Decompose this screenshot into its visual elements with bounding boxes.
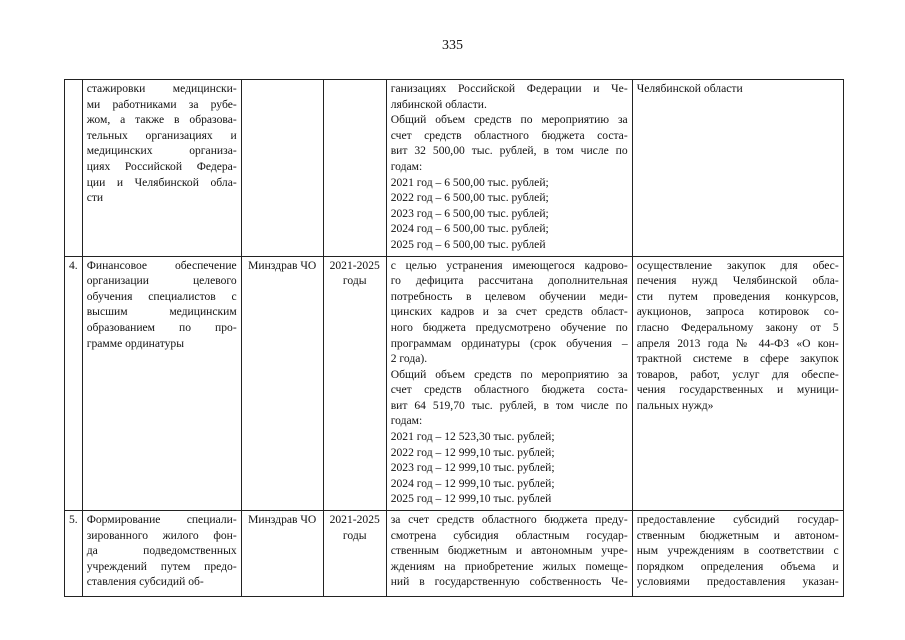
measure-description-line: с целью устранения имеющегося кадрово- bbox=[390, 258, 628, 272]
measure-description-line: ного бюджета предусмотрено обучение по bbox=[390, 320, 628, 334]
expected-result-line: порядком определения объема и bbox=[636, 559, 839, 573]
expected-result-line: осуществление закупок для обес- bbox=[636, 258, 839, 272]
expected-result bbox=[632, 256, 843, 511]
measure-description-line: цинских кадров и за счет средств област- bbox=[390, 305, 628, 319]
expected-result-line: пальных нужд» bbox=[636, 398, 714, 412]
measure-description-line: 2024 год – 12 999,10 тыс. рублей; bbox=[390, 476, 555, 490]
measure-name bbox=[82, 80, 241, 257]
measure-description-line: 2023 год – 6 500,00 тыс. рублей; bbox=[390, 206, 549, 220]
measure-name-line: зированного жилого фон- bbox=[86, 528, 237, 542]
measure-name-line: Формирование специали- bbox=[86, 513, 237, 527]
measure-description-line: смотрена субсидия областным государ- bbox=[390, 528, 628, 542]
program-measures-table bbox=[64, 79, 844, 597]
page-number: 335 bbox=[442, 38, 463, 53]
measure-name-line: ставления субсидий об- bbox=[86, 575, 204, 589]
measure-description-line: 2022 год – 12 999,10 тыс. рублей; bbox=[390, 445, 555, 459]
measure-description bbox=[386, 256, 632, 511]
measure-description-line: Общий объем средств по мероприятию за bbox=[390, 113, 628, 127]
measure-name-line: стажировки медицински- bbox=[86, 82, 237, 95]
responsible-executor: Минздрав ЧО bbox=[241, 511, 323, 597]
measure-description-line: 2 года). bbox=[390, 352, 428, 366]
row-number bbox=[65, 80, 83, 257]
measure-description-line: счет средств областного бюджета соста- bbox=[390, 383, 628, 397]
measure-description-line: го дефицита рассчитана дополнительная bbox=[390, 274, 628, 288]
measure-description-line: ганизациях Российской Федерации и Че- bbox=[390, 82, 628, 95]
table-row bbox=[65, 80, 844, 257]
row-number: 4. bbox=[65, 256, 83, 511]
measure-description bbox=[386, 511, 632, 597]
expected-result-line: аукционов, запроса котировок со- bbox=[636, 305, 839, 319]
measure-description-line: 2023 год – 12 999,10 тыс. рублей; bbox=[390, 461, 555, 475]
expected-result-line: товаров, работ, услуг для обеспе- bbox=[636, 367, 839, 381]
measure-name-line: Финансовое обеспечение bbox=[86, 258, 237, 272]
measure-name-line: организации целевого bbox=[86, 274, 237, 288]
measure-name-line: да подведомственных bbox=[86, 544, 237, 558]
measure-description-line: 2025 год – 6 500,00 тыс. рублей bbox=[390, 237, 546, 251]
expected-result-line: предоставление субсидий государ- bbox=[636, 513, 839, 527]
measure-description-line: ждениям на приобретение жилых помеще- bbox=[390, 559, 628, 573]
implementation-period: 2021-2025 годы bbox=[323, 256, 386, 511]
expected-result-line: Челябинской области bbox=[636, 82, 743, 95]
expected-result-line: чения государственных и муници- bbox=[636, 383, 839, 397]
measure-description-line: за счет средств областного бюджета преду- bbox=[390, 513, 628, 527]
implementation-period bbox=[323, 80, 386, 257]
measure-description-line: годам: bbox=[390, 159, 423, 173]
measure-name-line: тельных организациях и bbox=[86, 128, 237, 142]
measure-name-line: циях Российской Федера- bbox=[86, 159, 237, 173]
measure-name-line: грамме ординатуры bbox=[86, 336, 185, 350]
measure-description-line: ственным бюджетным и автономным учре- bbox=[390, 544, 628, 558]
measure-description-line: потребность в целевом обучении меди- bbox=[390, 289, 628, 303]
table-row bbox=[65, 511, 844, 597]
expected-result bbox=[632, 511, 843, 597]
row-number: 5. bbox=[65, 511, 83, 597]
measure-description-line: годам: bbox=[390, 414, 423, 428]
expected-result-line: трактной системе в сфере закупок bbox=[636, 352, 839, 366]
expected-result-line: ным учреждениям в соответствии с bbox=[636, 544, 839, 558]
measure-description-line: Общий объем средств по мероприятию за bbox=[390, 367, 628, 381]
measure-name-line: ции и Челябинской обла- bbox=[86, 175, 237, 189]
measure-name-line: медицинских организа- bbox=[86, 144, 237, 158]
expected-result-line: сти путем проведения конкурсов, bbox=[636, 289, 839, 303]
measure-name-line: сти bbox=[86, 191, 104, 205]
measure-name bbox=[82, 511, 241, 597]
table-row bbox=[65, 256, 844, 511]
measure-description-line: 2025 год – 12 999,10 тыс. рублей bbox=[390, 492, 552, 506]
measure-description-line: программам ординатуры (срок обучения – bbox=[390, 336, 628, 350]
measure-name-line: обучения специалистов с bbox=[86, 289, 237, 303]
measure-name-line: высшим медицинским bbox=[86, 305, 237, 319]
measure-description-line: счет средств областного бюджета соста- bbox=[390, 128, 628, 142]
measure-description-line: вит 64 519,70 тыс. рублей, в том числе по bbox=[390, 398, 628, 412]
measure-description-line: лябинской области. bbox=[390, 97, 487, 111]
expected-result bbox=[632, 80, 843, 257]
measure-description-line: 2022 год – 6 500,00 тыс. рублей; bbox=[390, 191, 549, 205]
measure-description-line: вит 32 500,00 тыс. рублей, в том числе по bbox=[390, 144, 628, 158]
measure-description-line: 2021 год – 6 500,00 тыс. рублей; bbox=[390, 175, 549, 189]
expected-result-line: гласно Федеральному закону от 5 bbox=[636, 320, 839, 334]
measure-name-line: жом, а также в образова- bbox=[86, 113, 237, 127]
measure-name-line: образованием по про- bbox=[86, 320, 237, 334]
expected-result-line: апреля 2013 года № 44-ФЗ «О кон- bbox=[636, 336, 839, 350]
responsible-executor: Минздрав ЧО bbox=[241, 256, 323, 511]
responsible-executor bbox=[241, 80, 323, 257]
measure-description-line: 2021 год – 12 523,30 тыс. рублей; bbox=[390, 430, 555, 444]
measure-name bbox=[82, 256, 241, 511]
expected-result-line: печения нужд Челябинской обла- bbox=[636, 274, 839, 288]
measure-name-line: учреждений путем предо- bbox=[86, 559, 237, 573]
measure-description-line: 2024 год – 6 500,00 тыс. рублей; bbox=[390, 222, 549, 236]
measure-description-line: ний в государственную собственность Че- bbox=[390, 575, 628, 589]
expected-result-line: условиями предоставления указан- bbox=[636, 575, 839, 589]
measure-name-line: ми работниками за рубе- bbox=[86, 97, 237, 111]
implementation-period: 2021-2025 годы bbox=[323, 511, 386, 597]
measure-description bbox=[386, 80, 632, 257]
expected-result-line: ственным бюджетным и автоном- bbox=[636, 528, 839, 542]
